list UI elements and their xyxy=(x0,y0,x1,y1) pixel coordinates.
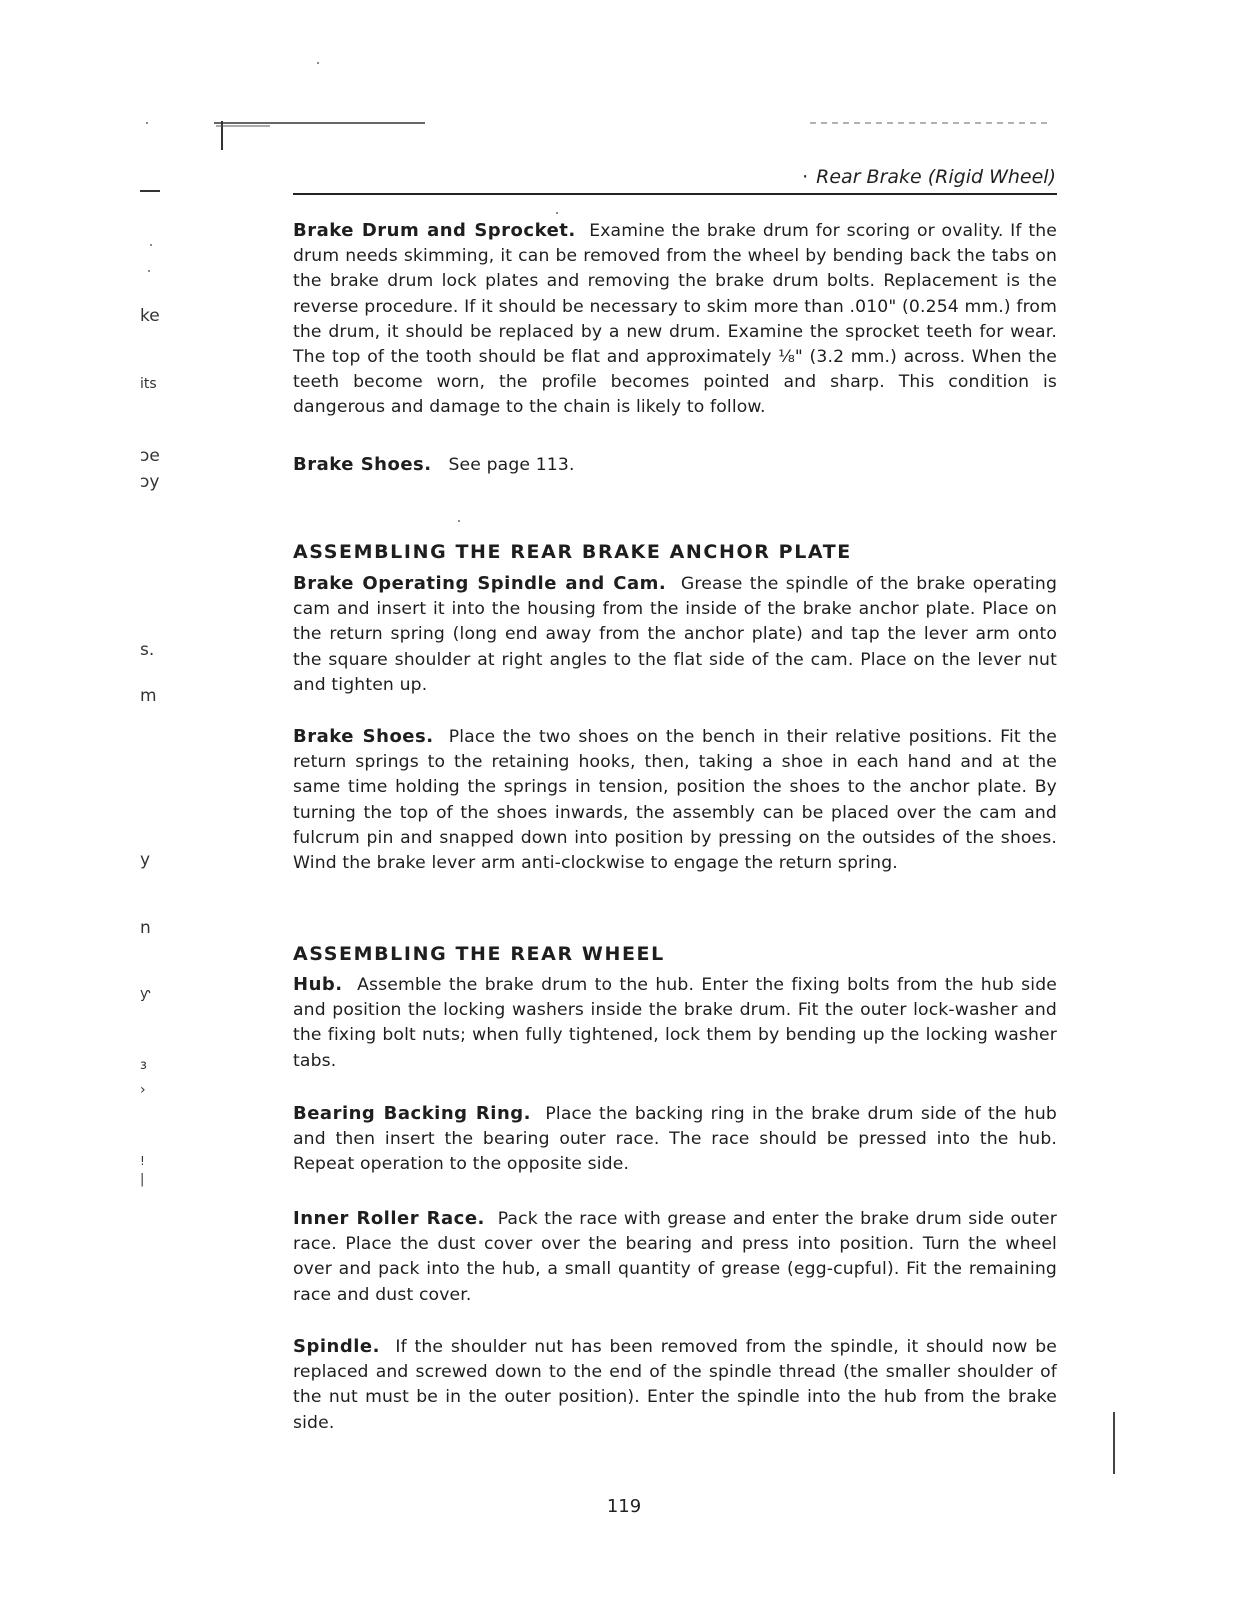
margin-fragment: ƴ xyxy=(140,986,151,1002)
paragraph-title: Brake Shoes. xyxy=(293,454,432,475)
paragraph-title: Brake Operating Spindle and Cam. xyxy=(293,573,667,594)
scan-speck xyxy=(458,520,460,522)
scan-edge-mark xyxy=(1113,1412,1115,1474)
scan-top-rule xyxy=(210,118,1050,158)
paragraph-title: Spindle. xyxy=(293,1336,380,1357)
margin-fragment: n xyxy=(140,918,151,938)
paragraph-text: See page 113. xyxy=(448,455,575,475)
paragraph-text: If the shoulder nut has been removed from the spindle, it should now be replaced and screwed down to the end of the spindle thread (the smaller shoulder of the nut must be in the outer position). Enter the spindle into the hub from the brake side. xyxy=(293,1337,1057,1433)
margin-fragment: ɜ xyxy=(140,1058,147,1073)
header-dot: · xyxy=(802,166,809,188)
paragraph-title: Brake Shoes. xyxy=(293,726,434,747)
paragraph-brake-shoes-ref xyxy=(293,452,1057,478)
paragraph-inner-roller-race xyxy=(293,1206,1057,1308)
scan-speck xyxy=(148,270,150,272)
running-header xyxy=(802,166,1056,188)
margin-fragment: s. xyxy=(140,640,155,660)
paragraph-operating-spindle-cam xyxy=(293,571,1057,698)
page-number: 119 xyxy=(606,1496,642,1517)
margin-fragment: › xyxy=(140,1082,146,1098)
paragraph-text: Place the backing ring in the brake drum side of the hub and then insert the bearing outer race. The race should be pressed into the hub. Repeat operation to the opposite side. xyxy=(293,1104,1057,1175)
margin-fragment: ke xyxy=(140,306,160,326)
paragraph-brake-shoes-fit xyxy=(293,724,1057,876)
margin-fragment: m xyxy=(140,686,157,706)
header-rule xyxy=(293,193,1057,195)
scan-speck xyxy=(317,62,319,64)
margin-dash xyxy=(140,190,160,192)
margin-fragment: its xyxy=(140,376,157,392)
section-heading: ASSEMBLING THE REAR WHEEL xyxy=(293,943,665,965)
margin-fragment: y xyxy=(140,850,151,870)
scan-speck xyxy=(556,212,558,214)
paragraph-title: Brake Drum and Sprocket. xyxy=(293,220,576,241)
paragraph-text: Assemble the brake drum to the hub. Enter the fixing bolts from the hub side and position the locking washers inside the brake drum. Fit the outer lock-washer and the fixing bolt nuts; when fully tightened, lock them by bending up the locking washer tabs. xyxy=(293,975,1057,1071)
paragraph-hub xyxy=(293,972,1057,1074)
paragraph-title: Hub. xyxy=(293,974,343,995)
paragraph-text: Place the two shoes on the bench in their relative positions. Fit the return springs to the retaining hooks, then, taking a shoe in each hand and at the same time holding the springs in tension, position the shoes to the anchor plate. By turning the top of the shoes inwards, the assembly can be placed over the cam and fulcrum pin and snapped down into position by pressing on the outsides of the shoes. Wind the brake lever arm anti-clockwise to engage the return spring. xyxy=(293,727,1058,874)
margin-fragment: | xyxy=(140,1172,145,1187)
paragraph-title: Bearing Backing Ring. xyxy=(293,1103,531,1124)
paragraph-brake-drum-sprocket xyxy=(293,218,1057,421)
margin-fragment: ɔe xyxy=(140,446,160,466)
paragraph-title: Inner Roller Race. xyxy=(293,1208,485,1229)
section-heading: ASSEMBLING THE REAR BRAKE ANCHOR PLATE xyxy=(293,541,852,563)
scan-speck xyxy=(146,122,148,124)
margin-fragment: ɔy xyxy=(140,472,160,492)
paragraph-spindle xyxy=(293,1334,1057,1436)
paragraph-text: Pack the race with grease and enter the brake drum side outer race. Place the dust cover over the bearing and press into position. Turn the wheel over and pack into the hub, a small quantity of grease (egg-cupful). Fit the remaining race and dust cover. xyxy=(293,1209,1058,1305)
paragraph-text: Grease the spindle of the brake operating cam and insert it into the housing from the inside of the brake anchor plate. Place on the return spring (long end away from the anchor plate) and tap the lever arm onto the square shoulder at right angles to the flat side of the cam. Place on the lever nut and tighten up. xyxy=(293,574,1057,695)
paragraph-text: Examine the brake drum for scoring or ovality. If the drum needs skimming, it can be removed from the wheel by bending back the tabs on the brake drum lock plates and removing the brake drum bolts. Replacement is the reverse procedure. If it should be necessary to skim more than .010" (0.254 mm.) from the drum, it should be replaced by a new drum. Examine the sprocket teeth for wear. The top of the tooth should be flat and approximately ⅛" (3.2 mm.) across. When the teeth become worn, the profile becomes pointed and sharp. This condition is dangerous and damage to the chain is likely to follow. xyxy=(293,221,1057,418)
margin-fragment: ! xyxy=(140,1154,145,1168)
header-title: Rear Brake (Rigid Wheel) xyxy=(816,166,1056,188)
paragraph-bearing-backing-ring xyxy=(293,1101,1057,1178)
scan-speck xyxy=(150,244,152,246)
